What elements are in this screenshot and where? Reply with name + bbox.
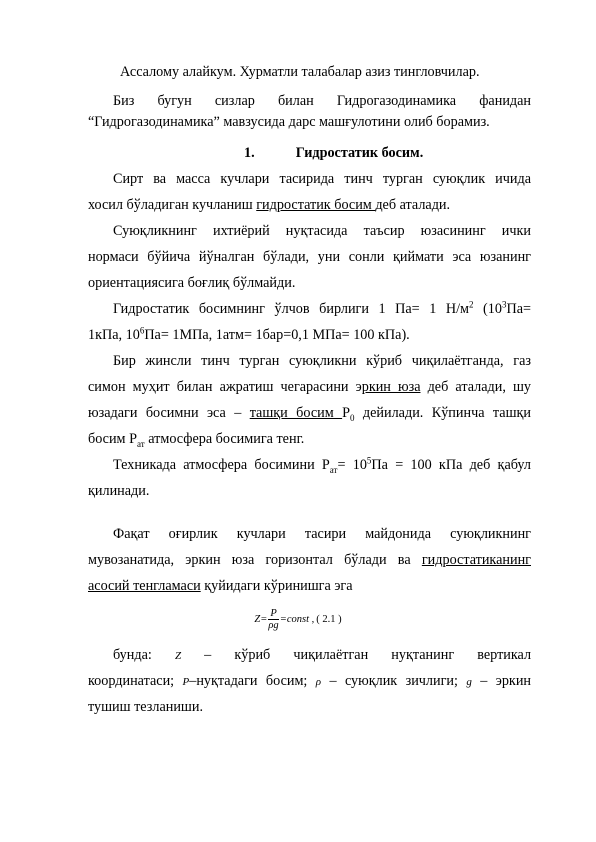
word: Гидрогазодинамика [336, 93, 457, 109]
equation-numerator: P [270, 608, 277, 619]
equation-fraction [268, 608, 278, 631]
word: кўриб [234, 647, 271, 663]
word: сизлар [214, 93, 255, 109]
word: Биз [113, 93, 135, 109]
para-4-line-2: симон муҳит билан ажратиш чегарасини эркин юза деб аталади, шу [88, 379, 531, 395]
para-2-line-3: ориентациясига боғлиқ бўлмайди. [88, 275, 296, 291]
para-3-line-1: Гидростатик босимнинг ўлчов бирлиги 1 Па= 1 $Н/м^2$ ($10^3Па=$ [113, 299, 531, 317]
greeting-line: Ассалому алайкум. Хурматли талабалар азиз тингловчилар. [120, 64, 480, 80]
equation-lhs: Z= [254, 614, 268, 625]
para-5-line-2: қилинади. [88, 483, 150, 499]
intro-line-2: “Гидрогазодинамика” мавзусида дарс машғулотини олиб борамиз. [88, 114, 490, 130]
para-7-line-1 [113, 646, 531, 665]
term-hydrostatics: гидростатиканинг [421, 552, 531, 568]
word: бунда: [113, 647, 152, 663]
para-4-line-1: Бир жинсли тинч турган суюқликни кўриб чиқилаётганда, газ [113, 353, 531, 369]
para-6-line-3: асосий тенгламаси қуйидаги кўринишга эга [88, 578, 353, 594]
para-6-line-2: мувозанатида, эркин юза горизонтал бўлади ва гидростатиканинг [88, 552, 531, 568]
para-2-line-2: нормаси бўйича йўналган бўлади, уни сонли қиймати эса юзанинг [88, 249, 531, 265]
heading-title: Гидростатик босим. [295, 145, 424, 161]
para-4-line-3: юзадаги босимни эса – ташқи босим $P_0$ дейилади. Кўпинча ташқи [88, 405, 531, 423]
equation-number: ( 2.1 ) [316, 614, 342, 625]
section-heading [244, 144, 504, 162]
word: билан [277, 93, 314, 109]
word: бугун [157, 93, 192, 109]
term-external-pressure: ташқи босим [249, 405, 343, 421]
term-free-surface: ркин юза [361, 379, 421, 395]
para-6-line-1: Фақат оғирлик кучлари тасири майдонида суюқликнинг [113, 526, 531, 542]
word: фанидан [479, 93, 532, 109]
term-hydrostatic-pressure: гидростатик босим [256, 197, 376, 213]
para-2-line-1: Суюқликнинг ихтиёрий нуқтасида таъсир юзасининг ички [113, 223, 531, 239]
term-basic-equation: асосий тенгламаси [88, 578, 201, 594]
word: – [204, 647, 212, 663]
para-1-line-1: Сирт ва масса кучлари тасирида тинч турган суюқлик ичида [113, 171, 531, 187]
para-5-line-1: Техникада атмосфера босимини $P_{ат}= 10^5Па = 100$ кПа деб қабул [113, 455, 531, 475]
para-7-line-3: тушиш тезланиши. [88, 699, 203, 715]
word: нуқтанинг [391, 647, 455, 663]
para-4-line-4: босим $P_{ат}$ атмосфера босимига тенг. [88, 431, 305, 449]
intro-line-1 [113, 92, 531, 110]
word: чиқилаётган [293, 647, 369, 663]
variable-z: Z [174, 650, 182, 662]
para-3-line-2: 1кПа, $10^6Па= 1МПа$, 1атм= 1бар=0,1 МПа= 100 кПа). [88, 325, 410, 343]
word: вертикал [477, 647, 532, 663]
equation-2-1 [0, 608, 596, 634]
para-1-line-2: хосил бўладиган кучланиш гидростатик босим деб аталади. [88, 197, 451, 213]
equation-rhs: =const , [279, 614, 315, 625]
para-7-line-2: координатаси; P–нуқтадаги босим; ρ – суюқлик зичлиги; g – эркин [88, 673, 532, 689]
equation-denominator: ρg [268, 620, 279, 631]
heading-number: 1. [244, 145, 255, 161]
